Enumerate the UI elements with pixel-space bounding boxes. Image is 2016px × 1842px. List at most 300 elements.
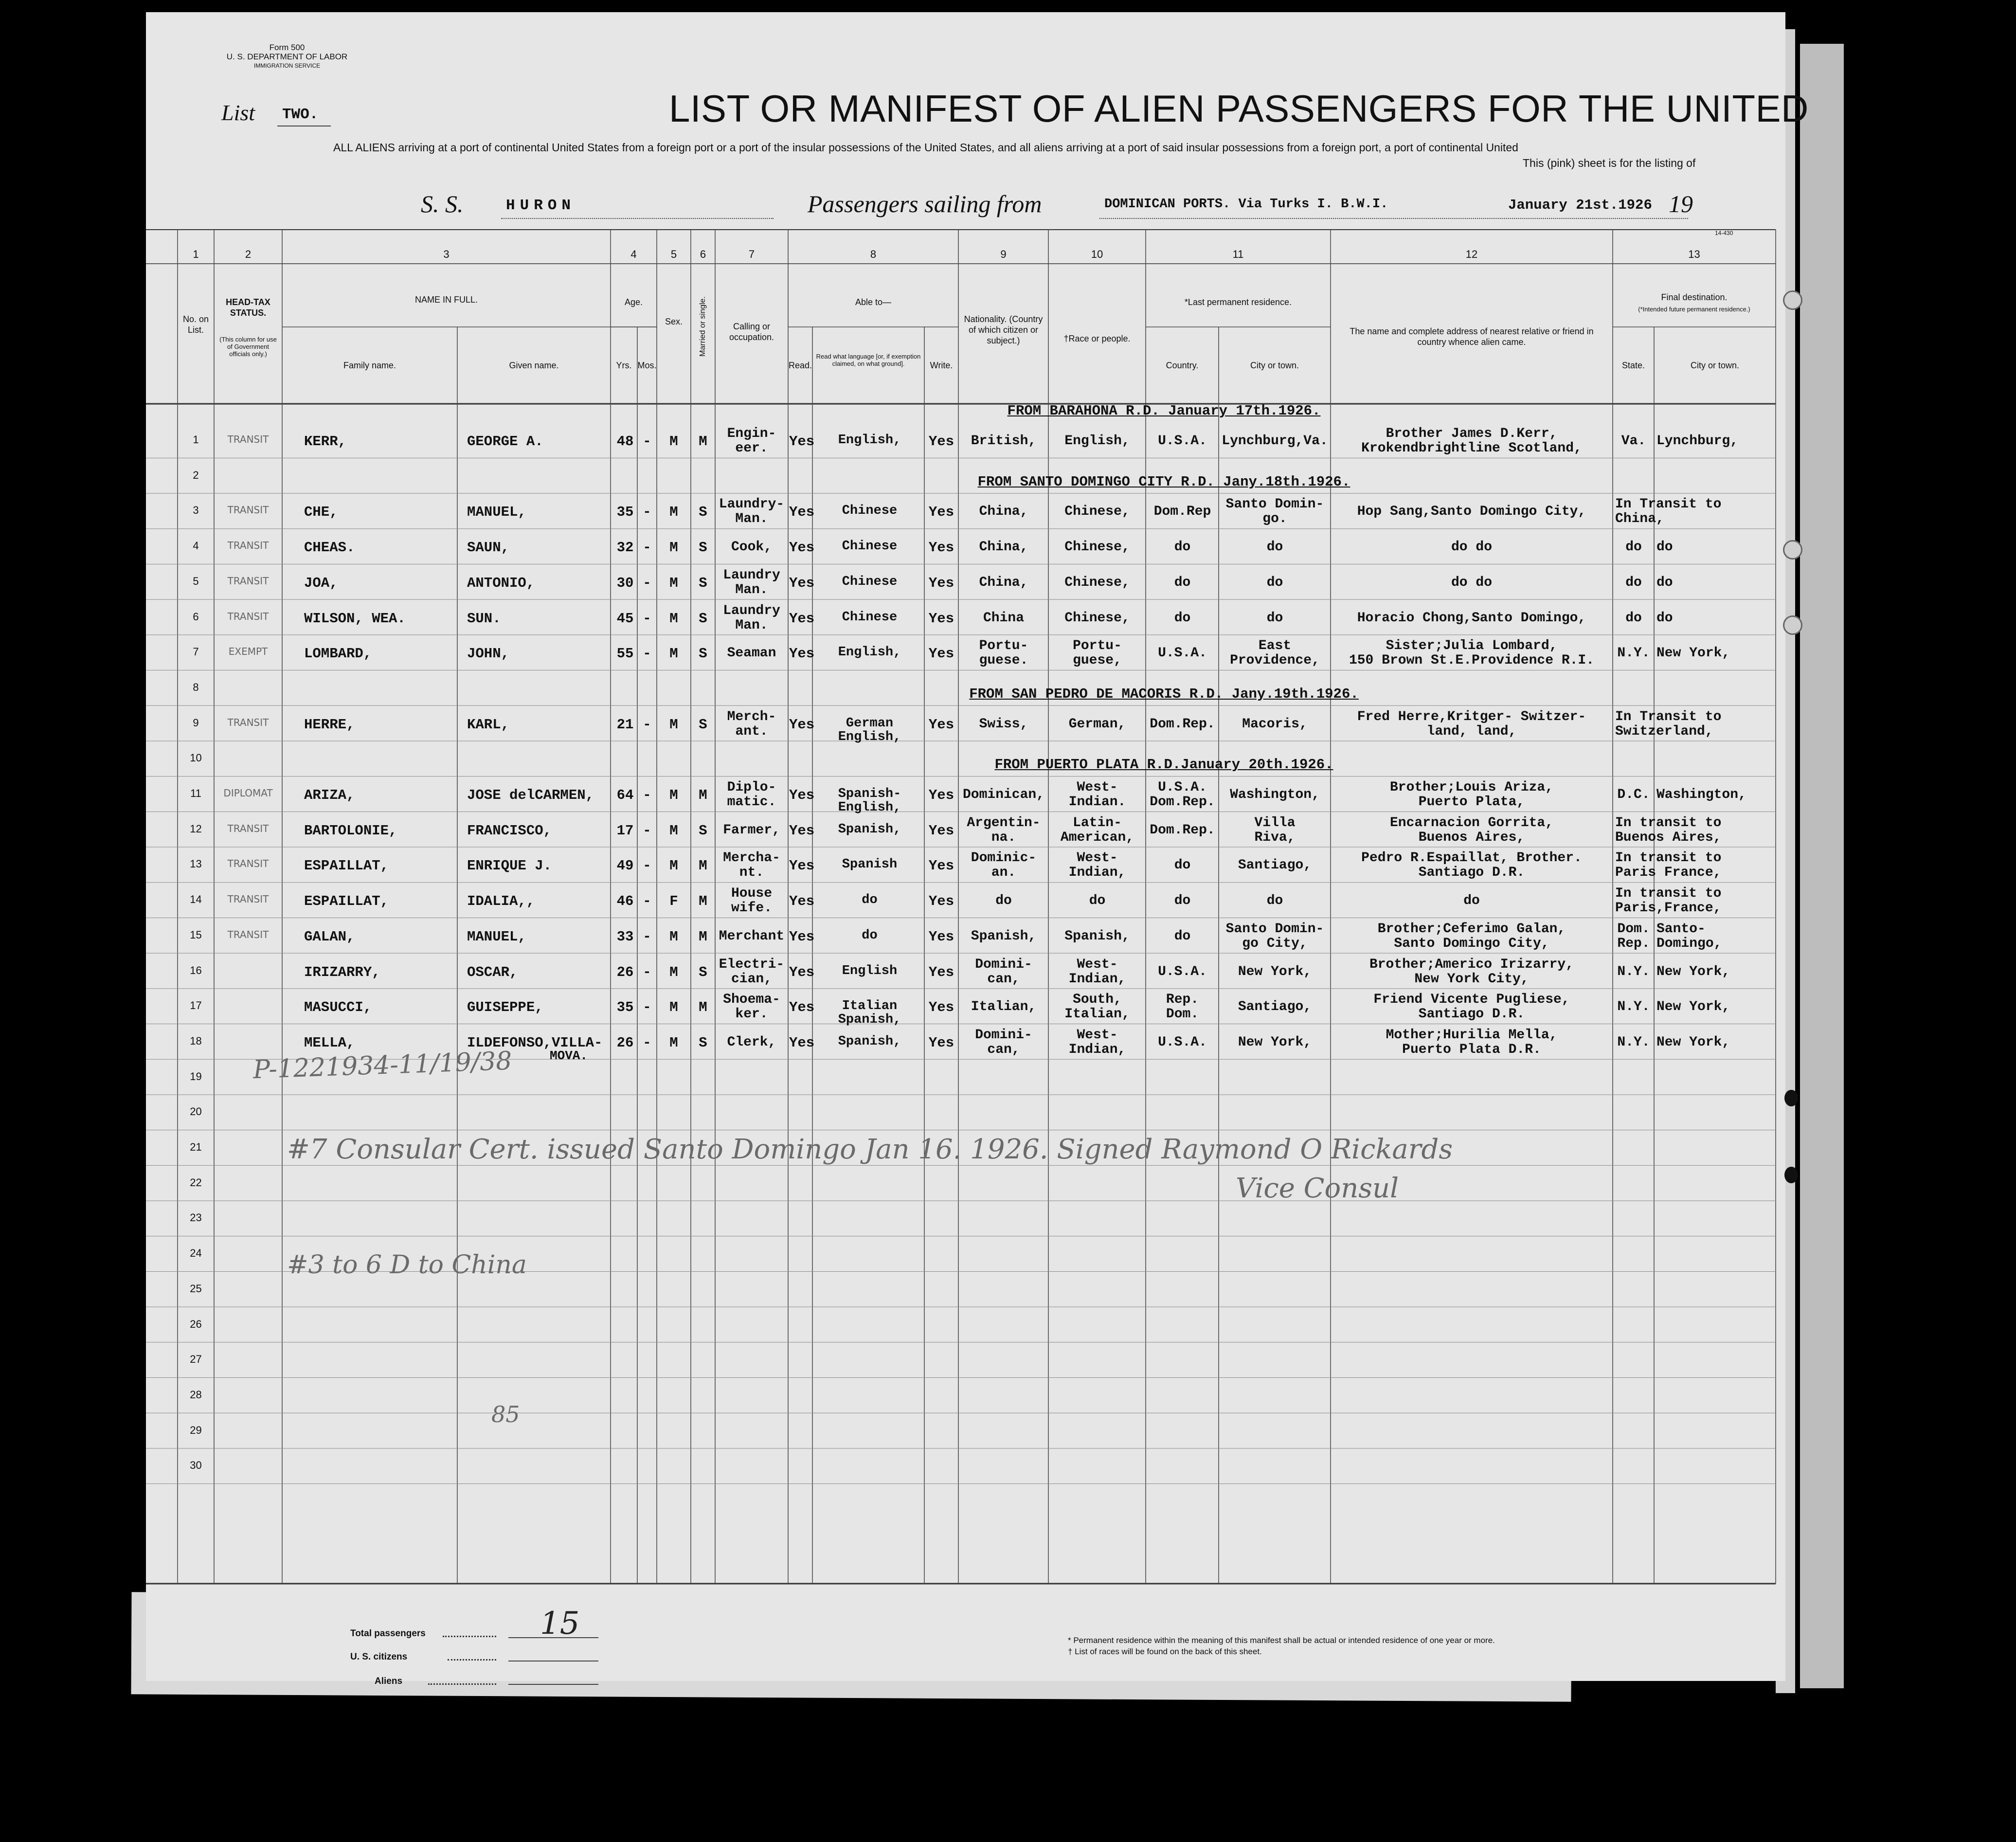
row-number: 23: [190, 1211, 202, 1224]
can-write: Yes: [928, 540, 954, 556]
destination-state: Rep.: [1617, 936, 1650, 951]
handwritten-note-vice-consul: Vice Consul: [1236, 1173, 1399, 1204]
nearest-relative: Santo Domingo City,: [1394, 936, 1549, 951]
destination-state: do: [1625, 610, 1642, 626]
col-number: 13: [1688, 248, 1700, 260]
row-number: 10: [190, 752, 202, 764]
footer-dots: [428, 1683, 496, 1685]
residence-country: U.S.A.: [1158, 433, 1207, 449]
can-write: Yes: [928, 646, 954, 662]
destination-state: Paris France,: [1615, 865, 1722, 881]
race: German,: [1068, 716, 1126, 732]
age-months: -: [643, 893, 651, 910]
col-number: 11: [1232, 248, 1244, 260]
can-write: Yes: [928, 928, 954, 945]
residence-country: Rep.: [1166, 992, 1199, 1008]
can-write: Yes: [928, 1034, 954, 1051]
occupation: cian,: [731, 971, 772, 987]
residence-city: New York,: [1238, 964, 1312, 979]
head-tax-stamp: TRANSIT: [227, 893, 269, 905]
can-read: Yes: [789, 433, 815, 450]
occupation: Merch-: [727, 709, 776, 724]
can-read: Yes: [789, 964, 815, 980]
punch-hole: [1783, 615, 1802, 635]
destination-state: In transit to: [1615, 886, 1722, 902]
residence-city: go City,: [1242, 936, 1308, 951]
read-language: Chinese: [842, 504, 898, 519]
age-years: 46: [616, 893, 634, 910]
row-number: 20: [190, 1105, 202, 1118]
sex: M: [669, 575, 678, 591]
list-label: List: [221, 100, 255, 125]
nationality: an.: [991, 865, 1016, 881]
header-mos: Mos.: [637, 361, 657, 370]
destination-state: N.Y.: [1617, 1034, 1650, 1050]
read-language: Spanish,: [838, 1034, 901, 1049]
can-read: Yes: [789, 999, 815, 1016]
header-city: City or town.: [1250, 361, 1299, 370]
age-months: -: [643, 928, 651, 945]
header-yrs: Yrs.: [616, 361, 632, 370]
family-name: JOA,: [304, 575, 338, 591]
nationality: Domini-: [975, 957, 1032, 972]
nationality: can,: [987, 971, 1020, 987]
marital-status: S: [699, 540, 707, 556]
col-number: 6: [700, 248, 706, 260]
nearest-relative: Brother;Americo Irizarry,: [1369, 957, 1574, 972]
occupation: ker.: [735, 1007, 768, 1022]
footnote-residence: * Permanent residence within the meaning of this manifest shall be actual or intended residence of one year or more.: [1068, 1636, 1495, 1645]
marital-status: S: [699, 822, 707, 839]
col-number: 3: [443, 248, 450, 260]
occupation: Laundry: [723, 567, 780, 583]
marital-status: M: [699, 858, 707, 874]
age-months: -: [643, 716, 651, 733]
nearest-relative: do: [1463, 893, 1480, 909]
family-name: CHEAS.: [304, 540, 355, 556]
race: Latin-: [1073, 815, 1122, 831]
read-language: Spanish-English,: [838, 787, 901, 815]
residence-country: Dom.Rep.: [1150, 716, 1215, 732]
destination-state: N.Y.: [1617, 646, 1650, 661]
occupation: Seaman: [727, 646, 776, 661]
head-tax-stamp: TRANSIT: [227, 716, 269, 728]
sex: M: [669, 928, 678, 945]
read-language: do: [862, 928, 878, 943]
sex: M: [669, 540, 678, 556]
residence-country: Dom.Rep: [1153, 504, 1211, 520]
race: Chinese,: [1064, 504, 1130, 520]
destination-city: Lynchburg,: [1656, 433, 1739, 449]
occupation: Shoema-: [723, 992, 780, 1008]
residence-city: do: [1266, 893, 1283, 909]
can-read: Yes: [789, 787, 815, 803]
header-head-tax-note: (This column for use of Government officials only.): [219, 336, 277, 358]
race: Spanish,: [1064, 928, 1130, 944]
row-number: 1: [193, 433, 199, 446]
row-number: 26: [190, 1318, 202, 1330]
marital-status: M: [699, 433, 707, 450]
age-years: 45: [616, 610, 634, 627]
row-number: 9: [193, 716, 199, 729]
can-read: Yes: [789, 858, 815, 874]
occupation: House: [731, 886, 772, 902]
row-number: 3: [193, 504, 199, 517]
residence-country: U.S.A.: [1158, 780, 1207, 795]
marital-status: S: [699, 575, 707, 591]
given-name: KARL,: [467, 716, 510, 733]
occupation: wife.: [731, 901, 772, 916]
row-number: 17: [190, 999, 202, 1012]
nationality: guese.: [979, 653, 1028, 668]
row-number: 22: [190, 1176, 202, 1189]
header-nationality: Nationality. (Country of which citizen or subject.): [964, 314, 1043, 345]
row-number: 2: [193, 469, 199, 481]
col-number: 4: [630, 248, 637, 260]
given-name: FRANCISCO,: [467, 822, 552, 839]
family-name: LOMBARD,: [304, 646, 372, 662]
header-read: Read.: [788, 361, 812, 370]
residence-city: Santo Domin-: [1225, 497, 1324, 512]
nearest-relative: Fred Herre,Kritger- Switzer-: [1357, 709, 1586, 724]
head-tax-stamp: DIPLOMAT: [223, 787, 273, 799]
can-write: Yes: [928, 822, 954, 839]
row-number: 7: [193, 646, 199, 658]
sex: M: [669, 964, 678, 980]
can-write: Yes: [928, 504, 954, 521]
sailing-from: DOMINICAN PORTS. Via Turks I. B.W.I.: [1104, 197, 1388, 212]
residence-city: do: [1266, 540, 1283, 555]
residence-city: go.: [1262, 511, 1287, 527]
nationality: Dominican,: [962, 787, 1045, 802]
age-months: -: [643, 540, 651, 556]
residence-country: Dom.Rep.: [1150, 795, 1215, 810]
age-years: 26: [616, 1034, 634, 1051]
family-name: BARTOLONIE,: [304, 822, 397, 839]
can-read: Yes: [789, 822, 815, 839]
destination-city: Domingo,: [1656, 936, 1722, 951]
nationality: Portu-: [979, 638, 1028, 654]
row-number: 14: [190, 893, 202, 906]
can-write: Yes: [928, 787, 954, 803]
head-tax-stamp: TRANSIT: [227, 610, 269, 622]
nearest-relative: Encarnacion Gorrita,: [1389, 815, 1554, 831]
nearest-relative: Puerto Plata D.R.: [1402, 1042, 1541, 1057]
race: Portu-: [1073, 638, 1122, 654]
age-months: -: [643, 858, 651, 874]
can-read: Yes: [789, 1034, 815, 1051]
nationality: Swiss,: [979, 716, 1028, 732]
read-language: English,: [838, 645, 901, 660]
destination-city: New York,: [1656, 999, 1730, 1015]
residence-country: U.S.A.: [1158, 964, 1207, 979]
header-state: State.: [1621, 361, 1645, 370]
destination-city: New York,: [1656, 964, 1730, 979]
destination-city: Washington,: [1656, 787, 1746, 802]
header-race: †Race or people.: [1063, 334, 1131, 343]
footer-dots: [448, 1659, 496, 1661]
header-name-in-full: NAME IN FULL.: [414, 295, 478, 305]
header-calling: Calling or occupation.: [729, 322, 774, 342]
row-number: 13: [190, 858, 202, 870]
can-read: Yes: [789, 928, 815, 945]
residence-country: do: [1174, 575, 1191, 590]
nationality: Domini-: [975, 1027, 1032, 1043]
header-relative: The name and complete address of nearest relative or friend in country whence alien came.: [1350, 326, 1594, 347]
given-name: SUN.: [467, 610, 501, 627]
race: Indian,: [1068, 1042, 1126, 1057]
nearest-relative: do do: [1451, 540, 1492, 555]
read-language: Italian Spanish,: [838, 999, 901, 1028]
nearest-relative: Puerto Plata,: [1418, 795, 1525, 810]
col-number: 2: [245, 248, 252, 260]
section-heading: FROM SAN PEDRO DE MACORIS R.D. Jany.19th.1926.: [969, 686, 1359, 702]
given-name: JOHN,: [467, 646, 510, 662]
nationality: China,: [979, 504, 1028, 520]
nearest-relative: Santiago D.R.: [1418, 865, 1525, 881]
given-name: SAUN,: [467, 540, 510, 556]
header-last-residence: *Last permanent residence.: [1184, 297, 1292, 307]
row-number: 16: [190, 964, 202, 976]
race: West-: [1077, 850, 1118, 866]
family-name: ESPAILLAT,: [304, 858, 389, 874]
age-months: -: [643, 964, 651, 980]
given-name: ENRIQUE J.: [467, 858, 552, 874]
read-language: Chinese: [842, 610, 898, 625]
sailing-date: January 21st.1926: [1508, 197, 1652, 213]
destination-city: New York,: [1656, 646, 1730, 661]
nearest-relative: Pedro R.Espaillat, Brother.: [1361, 850, 1582, 866]
section-heading: FROM BARAHONA R.D. January 17th.1926.: [1007, 403, 1321, 419]
residence-city: Villa: [1254, 815, 1296, 831]
occupation: Man.: [735, 617, 768, 633]
can-read: Yes: [789, 893, 815, 910]
family-name: CHE,: [304, 504, 338, 521]
race: Chinese,: [1064, 610, 1130, 626]
destination-city: do: [1656, 575, 1673, 590]
age-years: 49: [616, 858, 634, 874]
sex: M: [669, 646, 678, 662]
destination-city: Santo-: [1656, 921, 1706, 937]
page-title: LIST OR MANIFEST OF ALIEN PASSENGERS FOR THE UNITED: [669, 87, 1809, 130]
age-months: -: [643, 610, 651, 627]
can-write: Yes: [928, 610, 954, 627]
destination-state: In Transit to: [1615, 709, 1722, 724]
read-language: German English,: [838, 716, 901, 744]
row-number: 24: [190, 1247, 202, 1260]
read-language: Spanish: [842, 857, 898, 872]
marital-status: S: [699, 504, 707, 521]
col-number: 12: [1465, 248, 1478, 260]
header-given-name: Given name.: [509, 361, 559, 370]
residence-country: U.S.A.: [1158, 646, 1207, 661]
given-name: ANTONIO,: [467, 575, 535, 591]
can-read: Yes: [789, 716, 815, 733]
destination-state: do: [1625, 540, 1642, 555]
can-write: Yes: [928, 858, 954, 874]
year-prefix: 19: [1669, 190, 1693, 217]
nationality: Dominic-: [971, 850, 1037, 866]
residence-city: Lynchburg,Va.: [1222, 433, 1328, 449]
given-name-cont: MOVA.: [550, 1048, 588, 1063]
header-head-tax: HEAD-TAX STATUS.: [226, 297, 270, 318]
row-number: 8: [193, 681, 199, 693]
given-name: IDALIA,,: [467, 893, 535, 910]
marital-status: S: [699, 646, 707, 662]
header-age: Age.: [624, 297, 643, 307]
header-write: Write.: [930, 361, 953, 370]
footer-us-citizens-label: U. S. citizens: [350, 1652, 408, 1662]
nearest-relative: Hop Sang,Santo Domingo City,: [1357, 504, 1586, 520]
row-number: 15: [190, 928, 202, 941]
can-read: Yes: [789, 575, 815, 591]
occupation: Man.: [735, 511, 768, 527]
handwritten-mark: 85: [491, 1401, 520, 1427]
read-language: Spanish,: [838, 822, 901, 837]
residence-country: do: [1174, 540, 1191, 555]
sex: M: [669, 433, 678, 450]
sex: M: [669, 858, 678, 874]
row-number: 11: [190, 787, 201, 799]
family-name: ESPAILLAT,: [304, 893, 389, 910]
sex: M: [669, 1034, 678, 1051]
nationality: British,: [971, 433, 1037, 449]
row-number: 4: [193, 540, 199, 552]
age-months: -: [643, 504, 651, 521]
head-tax-stamp: TRANSIT: [227, 928, 269, 940]
race: English,: [1064, 433, 1130, 449]
nearest-relative: 150 Brown St.E.Providence R.I.: [1349, 653, 1595, 668]
form-service: IMMIGRATION SERVICE: [253, 62, 321, 69]
sex: M: [669, 787, 678, 803]
row-number: 29: [190, 1424, 202, 1436]
age-months: -: [643, 787, 651, 803]
race: do: [1089, 893, 1106, 909]
read-language: English,: [838, 433, 901, 448]
occupation: matic.: [727, 795, 776, 810]
ship-prefix: S. S.: [421, 190, 464, 217]
residence-country: do: [1174, 928, 1191, 944]
family-name: ARIZA,: [304, 787, 355, 803]
can-read: Yes: [789, 610, 815, 627]
row-number: 12: [190, 822, 202, 835]
destination-state: In transit to: [1615, 850, 1722, 866]
age-years: 30: [616, 575, 634, 591]
age-years: 48: [616, 433, 634, 450]
can-read: Yes: [789, 540, 815, 556]
destination-city: New York,: [1656, 1034, 1730, 1050]
race: West-: [1077, 1027, 1118, 1043]
row-number: 25: [190, 1282, 202, 1295]
family-name: IRIZARRY,: [304, 964, 380, 980]
header-family-name: Family name.: [343, 361, 396, 370]
read-language: English: [842, 963, 898, 978]
handwritten-note-china: #3 to 6 D to China: [287, 1250, 527, 1280]
header-final-destination: Final destination.: [1661, 292, 1728, 302]
residence-city: do: [1266, 610, 1283, 626]
handwritten-total: 15: [540, 1606, 580, 1642]
occupation: Man.: [735, 582, 768, 597]
head-tax-stamp: TRANSIT: [227, 433, 269, 445]
occupation: Cook,: [731, 540, 772, 555]
occupation: Mercha-: [723, 850, 780, 866]
age-years: 32: [616, 540, 634, 556]
race: American,: [1060, 830, 1134, 845]
sex: M: [669, 716, 678, 733]
occupation: Engin-: [727, 426, 776, 441]
row-number: 28: [190, 1388, 202, 1401]
head-tax-stamp: EXEMPT: [228, 646, 268, 658]
destination-state: D.C.: [1617, 787, 1650, 802]
age-months: -: [643, 575, 651, 591]
head-tax-stamp: TRANSIT: [227, 822, 269, 834]
nationality: na.: [991, 830, 1016, 845]
destination-state: Buenos Aires,: [1615, 830, 1722, 845]
nearest-relative: Sister;Julia Lombard,: [1386, 638, 1558, 654]
row-number: 19: [190, 1070, 202, 1083]
destination-state: China,: [1615, 511, 1664, 527]
sex: F: [669, 893, 678, 910]
can-write: Yes: [928, 999, 954, 1016]
nearest-relative: Brother James D.Kerr,: [1386, 426, 1558, 441]
sex: M: [669, 999, 678, 1016]
header-married-single: Married or single.: [699, 296, 707, 357]
race: Indian,: [1068, 865, 1126, 881]
header-read-language: Read what language [or, if exemption claimed, on what ground].: [816, 353, 921, 367]
nearest-relative: Brother;Ceferimo Galan,: [1377, 921, 1566, 937]
row-number: 18: [190, 1034, 202, 1047]
residence-country: do: [1174, 893, 1191, 909]
col-number: 8: [870, 248, 877, 260]
occupation: Clerk,: [727, 1034, 776, 1050]
can-read: Yes: [789, 646, 815, 662]
race: guese,: [1073, 653, 1122, 668]
residence-city: Macoris,: [1242, 716, 1308, 732]
residence-city: do: [1266, 575, 1283, 590]
race: West-: [1077, 780, 1118, 795]
given-name: JOSE delCARMEN,: [467, 787, 594, 803]
destination-state: Dom.: [1617, 921, 1650, 937]
given-name: OSCAR,: [467, 964, 518, 980]
footnote-races: † List of races will be found on the back of this sheet.: [1068, 1647, 1262, 1656]
row-number: 27: [190, 1353, 202, 1366]
occupation: Laundry-: [719, 497, 785, 512]
nationality: Italian,: [971, 999, 1037, 1015]
header-sex: Sex.: [665, 317, 683, 326]
row-number: 6: [193, 610, 199, 623]
punch-hole: [1784, 1090, 1798, 1106]
destination-city: do: [1656, 610, 1673, 626]
punch-hole: [1783, 290, 1802, 310]
age-months: -: [643, 999, 651, 1016]
can-write: Yes: [928, 433, 954, 450]
age-years: 33: [616, 928, 634, 945]
age-years: 35: [616, 504, 634, 521]
age-years: 35: [616, 999, 634, 1016]
nationality: China,: [979, 540, 1028, 555]
family-name: HERRE,: [304, 716, 355, 733]
footer-total-label: Total passengers: [350, 1628, 426, 1639]
list-value: TWO.: [282, 106, 319, 123]
occupation: Electri-: [719, 957, 785, 972]
col-number: 5: [670, 248, 677, 260]
marital-status: M: [699, 787, 707, 803]
given-name: ILDEFONSO,VILLA-: [467, 1034, 603, 1051]
read-language: do: [862, 893, 878, 908]
can-write: Yes: [928, 893, 954, 910]
destination-city: do: [1656, 540, 1673, 555]
section-heading: FROM SANTO DOMINGO CITY R.D. Jany.18th.1926.: [977, 473, 1350, 490]
